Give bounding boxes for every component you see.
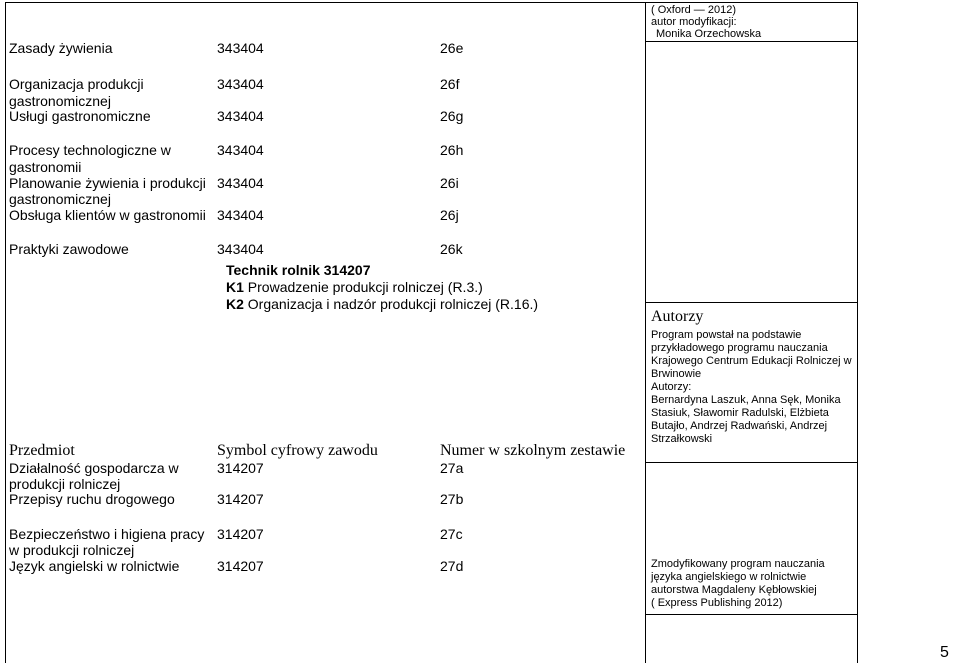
number-cell: 27c	[440, 526, 463, 542]
number-cell: 26j	[440, 207, 459, 223]
number-cell: 27d	[440, 558, 464, 574]
profession-title: Technik rolnik 314207	[226, 262, 371, 278]
symbol-cell: 343404	[217, 207, 264, 223]
k2-code: K2	[226, 296, 244, 312]
subject-cell: Działalność gospodarcza w	[9, 460, 179, 476]
profession-k1	[226, 279, 483, 296]
top-right-note-line1: ( Oxford — 2012)	[651, 4, 736, 16]
number-cell: 26h	[440, 142, 464, 158]
k1-code: K1	[226, 279, 244, 295]
symbol-cell: 314207	[217, 491, 264, 507]
authors-line: Program powstał na podstawie	[651, 329, 802, 341]
authors-line: Autorzy:	[651, 381, 692, 393]
symbol-cell: 343404	[217, 241, 264, 257]
border	[645, 2, 858, 3]
number-cell: 26k	[440, 241, 463, 257]
symbol-cell: 343404	[217, 142, 264, 158]
subject-cell: Planowanie żywienia i produkcji	[9, 175, 206, 191]
number-cell: 26g	[440, 108, 464, 124]
subject-cell: Zasady żywienia	[9, 40, 113, 56]
subject-cell-line2: produkcji rolniczej	[9, 476, 121, 492]
top-right-note-line3: Monika Orzechowska	[656, 28, 762, 40]
subject-cell-line2: gastronomii	[9, 159, 82, 175]
modified-note-line: języka angielskiego w rolnictwie	[651, 571, 807, 583]
subject-cell: Bezpieczeństwo i higiena pracy	[9, 526, 205, 542]
k1-text: Prowadzenie produkcji rolniczej (R.3.)	[247, 279, 483, 295]
modified-note-line: ( Express Publishing 2012)	[651, 597, 783, 609]
header-number: Numer w szkolnym zestawie	[440, 442, 626, 459]
border	[645, 302, 858, 303]
number-cell: 26i	[440, 175, 459, 191]
subject-cell-line2: w produkcji rolniczej	[9, 542, 135, 558]
subject-cell-line2: gastronomicznej	[9, 93, 111, 109]
border	[857, 2, 858, 663]
header-symbol: Symbol cyfrowy zawodu	[217, 442, 378, 459]
number-cell: 26f	[440, 76, 460, 92]
authors-heading: Autorzy	[651, 308, 704, 325]
border	[5, 2, 6, 663]
subject-cell-line2: gastronomicznej	[9, 191, 111, 207]
subject-cell: Praktyki zawodowe	[9, 241, 129, 257]
symbol-cell: 343404	[217, 40, 264, 56]
subject-cell: Język angielski w rolnictwie	[9, 558, 180, 574]
border	[645, 2, 646, 663]
border	[645, 41, 858, 42]
symbol-cell: 314207	[217, 558, 264, 574]
authors-line: Brwinowie	[651, 368, 702, 380]
symbol-cell: 314207	[217, 526, 264, 542]
authors-line: Strzałkowski	[651, 433, 713, 445]
top-right-note-line2: autor modyfikacji:	[651, 16, 737, 28]
header-subject: Przedmiot	[9, 442, 75, 459]
symbol-cell: 343404	[217, 175, 264, 191]
authors-line: Bernardyna Laszuk, Anna Sęk, Monika	[651, 394, 841, 406]
authors-line: Butajło, Andrzej Radwański, Andrzej	[651, 420, 828, 432]
number-cell: 27a	[440, 460, 464, 476]
number-cell: 26e	[440, 40, 464, 56]
symbol-cell: 343404	[217, 76, 264, 92]
number-cell: 27b	[440, 491, 464, 507]
profession-k2	[226, 296, 538, 313]
k2-text: Organizacja i nadzór produkcji rolniczej (R.16.)	[247, 296, 539, 312]
subject-cell: Procesy technologiczne w	[9, 142, 171, 158]
authors-line: Stasiuk, Sławomir Radulski, Elżbieta	[651, 407, 829, 419]
symbol-cell: 314207	[217, 460, 264, 476]
subject-cell: Przepisy ruchu drogowego	[9, 491, 175, 507]
subject-cell: Usługi gastronomiczne	[9, 108, 151, 124]
border	[645, 614, 858, 615]
authors-line: przykładowego programu nauczania	[651, 342, 828, 354]
border	[645, 462, 858, 463]
subject-cell: Obsługa klientów w gastronomii	[9, 207, 206, 223]
subject-cell: Organizacja produkcji	[9, 76, 144, 92]
modified-note-line: Zmodyfikowany program nauczania	[651, 558, 825, 570]
page-number: 5	[940, 644, 949, 661]
authors-line: Krajowego Centrum Edukacji Rolniczej w	[651, 355, 852, 367]
symbol-cell: 343404	[217, 108, 264, 124]
modified-note-line: autorstwa Magdaleny Kębłowskiej	[651, 584, 817, 596]
